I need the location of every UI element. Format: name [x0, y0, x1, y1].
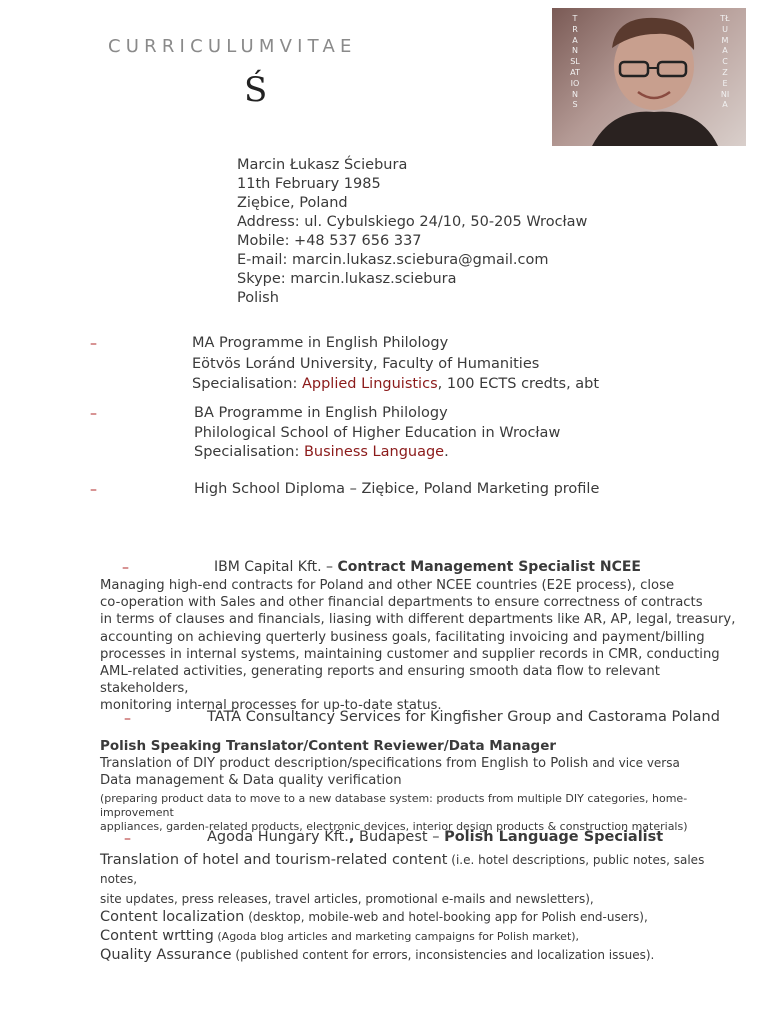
desc-line: accounting on achieving querterly business goals, facilitating invoicing and payment/billing: [100, 629, 705, 645]
small-text: (desktop, mobile-web and hotel-booking app for Polish end-users),: [244, 909, 648, 924]
personal-details: [237, 156, 587, 308]
desc-line: Managing high-end contracts for Poland and other NCEE countries (E2E process), close: [100, 578, 675, 593]
ba-specialisation: [194, 443, 560, 463]
tata-line-1: [100, 755, 740, 772]
job-role: Polish Language Specialist: [444, 829, 664, 845]
cv-title: CURRICULUMVITAE: [108, 36, 357, 57]
ba-programme: BA Programme in English Philology: [194, 405, 448, 421]
ba-school: Philological School of Higher Education in Wrocław: [194, 424, 561, 441]
spec-rest: , 100 ECTS credts, abt: [437, 376, 600, 392]
company-name: Agoda Hungary Kft.: [207, 829, 349, 845]
desc-line: co-operation with Sales and other financial departments to ensure correctness of contracts: [100, 595, 703, 611]
ibm-description: [100, 577, 740, 715]
address: Address: ul. Cybulskiego 24/10, 50-205 Wrocław: [237, 214, 588, 230]
bullet-dash: –: [90, 482, 97, 498]
photo-vertical-text-right: TŁUMACZENIA: [720, 14, 730, 110]
ma-programme: MA Programme in English Philology: [192, 335, 449, 351]
tata-description: [100, 738, 740, 834]
birth-place: Ziębice, Poland: [237, 195, 348, 211]
spec-value: Business Language: [303, 444, 445, 460]
full-name: Marcin Łukasz Ściebura: [237, 157, 408, 173]
main-text: Translation of hotel and tourism-related content: [100, 852, 448, 868]
agoda-description: [100, 851, 740, 966]
birth-date: 11th February 1985: [237, 176, 381, 192]
desc-line: in terms of clauses and financials, liasing with different departments like AR, AP, legal, treasury,: [100, 612, 736, 628]
agoda-line-1: [100, 851, 740, 890]
education-highschool: High School Diploma – Ziębice, Poland Marketing profile: [194, 481, 600, 497]
spec-rest: .: [444, 444, 449, 460]
agoda-line-4: [100, 927, 740, 946]
job-role: Contract Management Specialist NCEE: [337, 559, 641, 575]
spec-label: Specialisation:: [194, 444, 304, 460]
skype: Skype: marcin.lukasz.sciebura: [237, 271, 457, 287]
desc-line: monitoring internal processes for up-to-date status.: [100, 698, 442, 714]
bullet-dash: –: [90, 336, 97, 352]
agoda-line-3: [100, 908, 740, 927]
main-text: Translation of DIY product description/specifications from English to Polish: [100, 756, 589, 772]
email: E-mail: marcin.lukasz.sciebura@gmail.com: [237, 252, 549, 268]
photo-vertical-text-left: TRANSLATIONS: [570, 14, 580, 110]
tata-company: TATA Consultancy Services for Kingfisher Group and Castorama Poland: [207, 709, 720, 725]
small-text: (i.e. hotel descriptions, public notes, sales notes,: [100, 853, 705, 887]
company-sep: ,: [348, 829, 355, 845]
small-text: (Agoda blog articles and marketing campaigns for Polish market),: [213, 930, 580, 944]
spec-label: Specialisation:: [192, 376, 302, 392]
spec-value: Applied Linguistics: [301, 376, 438, 392]
agoda-line-2: site updates, press releases, travel articles, promotional e-mails and newsletters),: [100, 891, 594, 906]
bullet-dash: –: [90, 406, 97, 422]
tata-role: [100, 738, 740, 755]
education-ba: [194, 404, 560, 463]
ibm-heading: [214, 559, 641, 575]
nationality: Polish: [237, 290, 279, 306]
mobile: Mobile: +48 537 656 337: [237, 233, 422, 249]
desc-line: processes in internal systems, maintaining customer and supplier records in CMR, conducting: [100, 646, 720, 662]
agoda-line-5: [100, 946, 740, 965]
tata-note-1: (preparing product data to move to a new database system: products from multiple DIY categories, home-improvement: [100, 791, 688, 819]
education-ma: [192, 333, 599, 395]
tata-note-2: appliances, garden-related products, electronic devices, interior design products & construction materials): [100, 819, 688, 833]
job-role: Polish Speaking Translator/Content Reviewer/Data Manager: [100, 738, 557, 754]
small-text: (published content for errors, inconsistencies and localization issues).: [231, 948, 655, 963]
company-name: IBM Capital Kft. –: [214, 559, 338, 575]
tata-line-2: Data management & Data quality verification: [100, 773, 402, 789]
main-text: Content localization: [100, 908, 245, 925]
profile-photo: [552, 8, 746, 146]
main-text: Content wrtting: [100, 928, 214, 945]
main-text: Quality Assurance: [100, 947, 232, 964]
header-letter: Ś: [244, 70, 268, 110]
ma-university: Eötvös Loránd University, Faculty of Humanities: [192, 355, 540, 372]
small-text: and vice versa: [588, 756, 680, 771]
bullet-dash: –: [124, 711, 131, 727]
agoda-heading: [207, 829, 663, 845]
desc-line: AML-related activities, generating reports and ensuring smooth data flow to relevant stakeholders,: [100, 664, 660, 697]
portrait-illustration: [552, 8, 746, 146]
company-rest: Budapest –: [354, 829, 445, 845]
bullet-dash: –: [124, 831, 131, 847]
ma-specialisation: [192, 374, 599, 395]
bullet-dash: –: [122, 560, 129, 576]
